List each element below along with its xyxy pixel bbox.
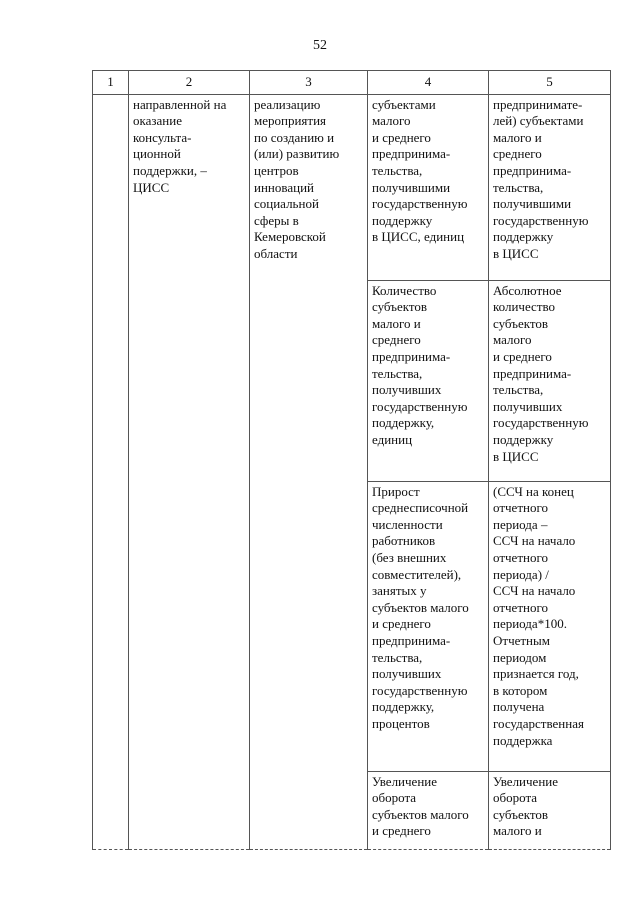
column-number-4: 4 — [368, 71, 489, 95]
method-text: (ССЧ на конец отчетного периода – ССЧ на начало отчетного периода) / ССЧ на начало отчетного периода*100. Отчетным периодом признается год, в котором получена государственная поддержка — [493, 483, 584, 748]
indicators-table — [92, 70, 611, 850]
method-cell — [489, 481, 611, 771]
activity-cell — [250, 94, 368, 849]
column-number-1: 1 — [93, 71, 129, 95]
method-text: Увеличение оборота субъектов малого и — [493, 773, 559, 839]
indicator-cell — [368, 280, 489, 481]
indicator-cell — [368, 771, 489, 849]
column-number-5: 5 — [489, 71, 611, 95]
method-cell — [489, 771, 611, 849]
indicator-text: Количество субъектов малого и среднего предпринима- тельства, получивших государственную поддержку, единиц — [372, 282, 468, 447]
method-text: предпринимате- лей) субъектами малого и среднего предпринима- тельства, получившими государственную поддержку в ЦИСС — [493, 96, 589, 261]
table-row — [93, 94, 611, 280]
method-text: Абсолютное количество субъектов малого и среднего предпринима- тельства, получивших государственную поддержку в ЦИСС — [493, 282, 589, 464]
indicator-cell — [368, 481, 489, 771]
indicator-text: субъектами малого и среднего предпринима- тельства, получившими государственную поддержку в ЦИСС, единиц — [372, 96, 468, 245]
purpose-text: направленной на оказание консульта- ционной поддержки, – ЦИСС — [133, 96, 227, 195]
method-cell — [489, 280, 611, 481]
activity-text: реализацию мероприятия по созданию и (или) развитию центров инноваций социальной сферы в Кемеровской области — [254, 96, 340, 261]
method-cell — [489, 94, 611, 280]
indicator-cell — [368, 94, 489, 280]
column-number-3: 3 — [250, 71, 368, 95]
indicator-text: Увеличение оборота субъектов малого и среднего — [372, 773, 469, 839]
indicator-text: Прирост среднесписочной численности работников (без внешних совместителей), занятых у субъектов малого и среднего предпринима- тельства, получивших государственную поддержку, процентов — [372, 483, 469, 731]
page-number: 52 — [313, 38, 327, 53]
column-number-row — [93, 71, 611, 95]
column-number-2: 2 — [129, 71, 250, 95]
column-1-cell — [93, 94, 129, 849]
purpose-cell — [129, 94, 250, 849]
